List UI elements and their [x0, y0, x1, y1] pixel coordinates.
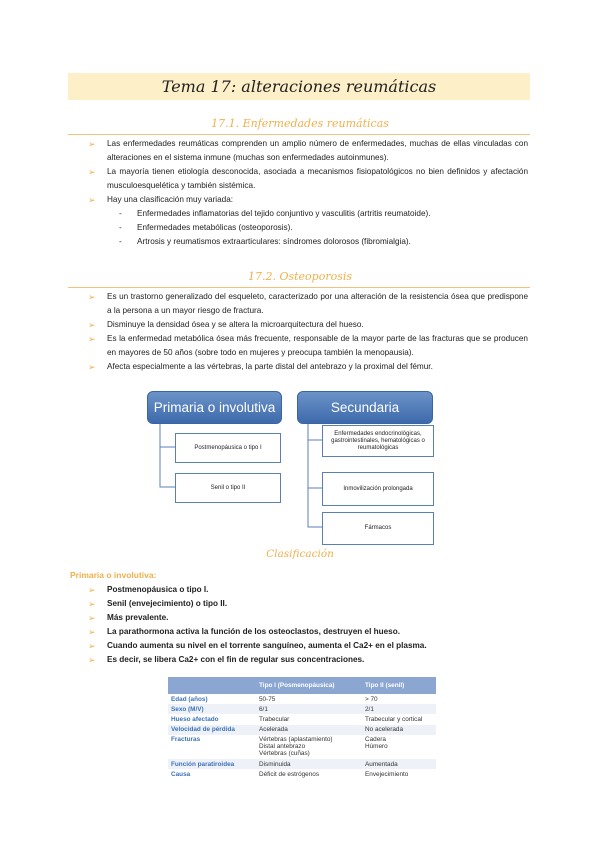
- sub-list-item: - Enfermedades inflamatorias del tejido conjuntivo y vasculitis (artritis reumatoide).: [119, 209, 431, 218]
- secondary-item-immobilization: Inmovilización prolongada: [322, 472, 434, 506]
- arrow-bullet-icon: ➢: [88, 292, 96, 302]
- list-item: ➢ La parathormona activa la función de los osteoclastos, destruyen el hueso.: [88, 627, 401, 637]
- table-cell: Cadera Húmero: [365, 736, 388, 751]
- section-1-heading: 17.1. Enfermedades reumáticas: [211, 117, 389, 130]
- table-header-row: [168, 677, 436, 694]
- classification-label: Primaria o involutiva:: [70, 570, 157, 580]
- table-header-cell: Tipo I (Posmenopáusica): [256, 677, 362, 694]
- table-row: [168, 714, 436, 724]
- table-row: [168, 735, 436, 759]
- table-cell: Vértebras (aplastamiento) Distal antebrazo Vértebras (cuñas): [259, 736, 333, 758]
- arrow-bullet-icon: ➢: [88, 599, 96, 609]
- table-cell: 6/1: [256, 704, 362, 714]
- table-row: [168, 694, 436, 704]
- sub-list-item: - Enfermedades metabólicas (osteoporosis).: [119, 223, 293, 232]
- arrow-bullet-icon: ➢: [88, 334, 96, 344]
- row-label: Edad (años): [171, 695, 208, 703]
- list-item: ➢ Hay una clasificación muy variada: - Enfermedades inflamatorias del tejido conjuntivo y vasculitis (artritis reumatoide). - Enfermedades metabólicas (osteoporosis). - Artrosis y reumatismos extraarticulares: síndromes dolorosos (fibromialgia).: [88, 193, 528, 249]
- list-item: ➢ Postmenopáusica o tipo I.: [88, 585, 209, 595]
- row-label: Sexo (M/V): [168, 704, 256, 714]
- table-cell: Acelerada: [256, 725, 362, 735]
- list-item: ➢ Es la enfermedad metabólica ósea más frecuente, responsable de la mayor parte de las fracturas que se producen en mayores de 50 años (sobre todo en mujeres y preocupa también la menopausia).: [88, 334, 528, 357]
- list-item: ➢ Es decir, se libera Ca2+ con el fin de regular sus concentraciones.: [88, 655, 365, 665]
- arrow-bullet-icon: ➢: [88, 362, 96, 372]
- classification-heading: Clasificación: [266, 548, 334, 560]
- secondary-item-diseases: Enfermedades endocrinológicas, gastrointestinales, hematológicas o reumatológicas: [322, 425, 434, 457]
- connector-line: [308, 422, 322, 527]
- table-header-cell: [168, 677, 256, 694]
- arrow-bullet-icon: ➢: [88, 627, 96, 637]
- arrow-bullet-icon: ➢: [88, 613, 96, 623]
- table-row: [168, 725, 436, 735]
- table-cell: Aumentada: [362, 759, 436, 769]
- row-label: Hueso afectado: [171, 715, 219, 723]
- connector-line: [160, 422, 175, 487]
- table-header-cell: Tipo II (senil): [362, 677, 436, 694]
- table-cell: No acelerada: [362, 725, 436, 735]
- table-cell: Disminuida: [256, 759, 362, 769]
- osteoporosis-types-table: [168, 677, 436, 779]
- list-item: ➢ Es un trastorno generalizado del esqueleto, caracterizado por una alteración de la resistencia ósea que predispone a la persona a un mayor riesgo de fractura.: [88, 292, 528, 315]
- arrow-bullet-icon: ➢: [88, 641, 96, 651]
- table-cell: Déficit de estrógenos: [259, 770, 320, 778]
- list-item: ➢ Disminuye la densidad ósea y se altera la microarquitectura del hueso.: [88, 320, 364, 330]
- row-label: Causa: [171, 770, 191, 778]
- table-row: [168, 759, 436, 769]
- list-item: ➢ Las enfermedades reumáticas comprenden un amplio número de enfermedades, muchas de ellas vinculadas con alteraciones en el sistema inmune (muchas son enfermedades autoinmunes).: [88, 139, 528, 162]
- list-item: ➢ La mayoría tienen etiología desconocida, asociada a mecanismos fisiopatológicos no bien definidos y afectación musculoesquelética y también sistémica.: [88, 167, 528, 190]
- secondary-box: Secundaria: [297, 391, 433, 424]
- table-cell: 2/1: [362, 704, 436, 714]
- row-label: Fracturas: [171, 736, 201, 744]
- table-cell: 50-75: [259, 695, 276, 703]
- section-2-heading: 17.2. Osteoporosis: [247, 270, 353, 283]
- list-item: ➢ Afecta especialmente a las vértebras, la parte distal del antebrazo y la proximal del fémur.: [88, 362, 433, 372]
- arrow-bullet-icon: ➢: [88, 585, 96, 595]
- row-label: Función paratiroidea: [168, 759, 256, 769]
- table-cell: Envejecimiento: [365, 770, 409, 778]
- table-row: [168, 704, 436, 714]
- arrow-bullet-icon: ➢: [88, 320, 96, 330]
- list-item: ➢ Cuando aumenta su nivel en el torrente sanguíneo, aumenta el Ca2+ en el plasma.: [88, 641, 427, 651]
- sub-list-item: - Artrosis y reumatismos extraarticulares: síndromes dolorosos (fibromialgia).: [119, 237, 411, 246]
- arrow-bullet-icon: ➢: [88, 655, 96, 665]
- primary-box: Primaria o involutiva: [147, 391, 282, 424]
- primary-item-type1: Postmenopáusica o tipo I: [175, 433, 281, 463]
- arrow-bullet-icon: ➢: [88, 167, 96, 177]
- table-cell: Trabecular y cortical: [365, 715, 423, 723]
- row-label: Velocidad de pérdida: [168, 725, 256, 735]
- arrow-bullet-icon: ➢: [88, 139, 96, 149]
- table-cell: > 70: [365, 695, 378, 703]
- arrow-bullet-icon: ➢: [88, 195, 96, 205]
- list-item: ➢ Senil (envejecimiento) o tipo II.: [88, 599, 228, 609]
- page-title: Tema 17: alteraciones reumáticas: [161, 77, 437, 96]
- list-item: ➢ Más prevalente.: [88, 613, 169, 623]
- table-row: [168, 769, 436, 779]
- primary-item-type2: Senil o tipo II: [175, 473, 281, 503]
- table-cell: Trabecular: [259, 715, 290, 723]
- classification-bullets: [88, 583, 528, 667]
- secondary-item-drugs: Fármacos: [322, 512, 434, 545]
